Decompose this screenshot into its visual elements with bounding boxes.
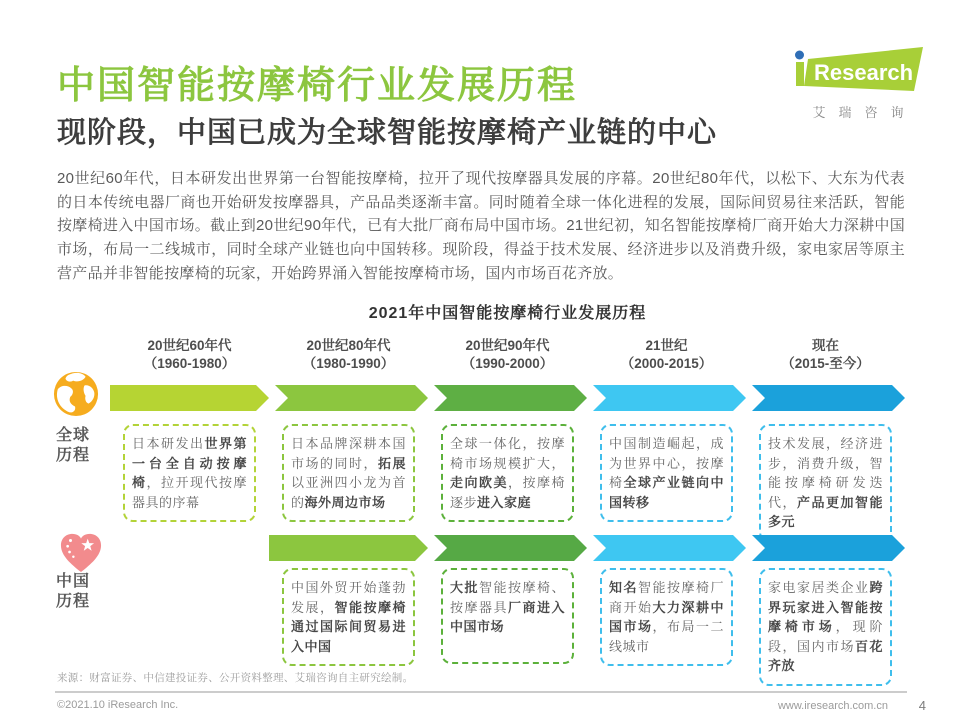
timeline-header-col-3: 20世纪90年代 （1990-2000）: [461, 338, 554, 371]
china-box-4: 知名智能按摩椅厂商开始大力深耕中国市场，布局一二线城市: [600, 568, 733, 666]
china-boxes-row: [110, 568, 905, 686]
iresearch-logo: [792, 46, 924, 121]
global-box-3: 全球一体化，按摩椅市场规模扩大，走向欧美，按摩椅逐步进入家庭: [441, 424, 574, 522]
iresearch-logo-mark: [792, 46, 924, 92]
page-title: 中国智能按摩椅行业发展历程: [57, 65, 578, 107]
global-box-5: 技术发展，经济进步，消费升级，智能按摩椅研发迭代，产品更加智能多元: [759, 424, 892, 542]
logo-i-stem: [796, 62, 804, 86]
page-number: 4: [918, 698, 926, 713]
global-box-1: 日本研发出世界第一台全自动按摩椅，拉开现代按摩器具的序幕: [123, 424, 256, 522]
footer-divider: [55, 691, 907, 693]
timeline-header-col-5: 现在 （2015-至今）: [781, 338, 870, 371]
global-box-2: 日本品牌深耕本国市场的同时，拓展以亚洲四小龙为首的海外周边市场: [282, 424, 415, 522]
logo-i-dot: [795, 51, 804, 60]
intro-paragraph: 20世纪60年代，日本研发出世界第一台智能按摩椅，拉开了现代按摩器具发展的序幕。20世纪80年代，以松下、大东为代表的日本传统电器厂商也开始研发按摩器具，产品品类逐渐丰富。同时随着全球一体化进程的发展，国际间贸易往来活跃，智能按摩椅进入中国市场。截止到20世纪90年代，已有大批厂商布局中国市场。21世纪初，知名智能按摩椅厂商开始大力深耕中国市场，布局一二线城市，同时全球产业链也向中国转移。现阶段，得益于技术发展、经济进步以及消费升级，家电家居等原主营产品并非智能按摩椅的玩家，开始跨界涌入智能按摩椅市场，国内市场百花齐放。: [57, 170, 905, 282]
timeline-header-col-2: 20世纪80年代 （1980-1990）: [302, 338, 395, 371]
timeline-column-headers: [110, 337, 905, 372]
china-box-3: 大批智能按摩椅、按摩器具厂商进入中国市场: [441, 568, 574, 664]
global-box-4: 中国制造崛起，成为世界中心，按摩椅全球产业链向中国转移: [600, 424, 733, 522]
logo-brand-text: Research: [814, 60, 914, 85]
website-url[interactable]: www.iresearch.com.cn: [777, 700, 888, 712]
globe-icon: [53, 371, 99, 417]
timeline-header-col-4: 21世纪 （2000-2015）: [620, 338, 713, 371]
global-row-label: 全球历程: [56, 427, 91, 464]
chart-title: 2021年中国智能按摩椅行业发展历程: [368, 305, 647, 322]
global-boxes-row: [110, 424, 905, 542]
source-note: 来源：财富证券、中信建投证券、公开资料整理、艾瑞咨询自主研究绘制。: [57, 672, 414, 684]
timeline-arrow-china: [110, 535, 905, 561]
timeline-header-col-1: 20世纪60年代 （1960-1980）: [143, 338, 236, 371]
logo-cn-text: 艾瑞咨询: [812, 105, 917, 120]
page-subtitle: 现阶段，中国已成为全球智能按摩椅产业链的中心: [57, 117, 718, 149]
heart-star-icon: [58, 531, 104, 573]
timeline-arrow-global: [110, 385, 905, 411]
china-box-5: 家电家居类企业跨界玩家进入智能按摩椅市场，现阶段，国内市场百花齐放: [759, 568, 892, 686]
copyright-text: ©2021.10 iResearch Inc.: [57, 699, 179, 711]
china-box-2: 中国外贸开始蓬勃发展，智能按摩椅通过国际间贸易进入中国: [282, 568, 415, 666]
china-row-label: 中国历程: [56, 573, 91, 610]
